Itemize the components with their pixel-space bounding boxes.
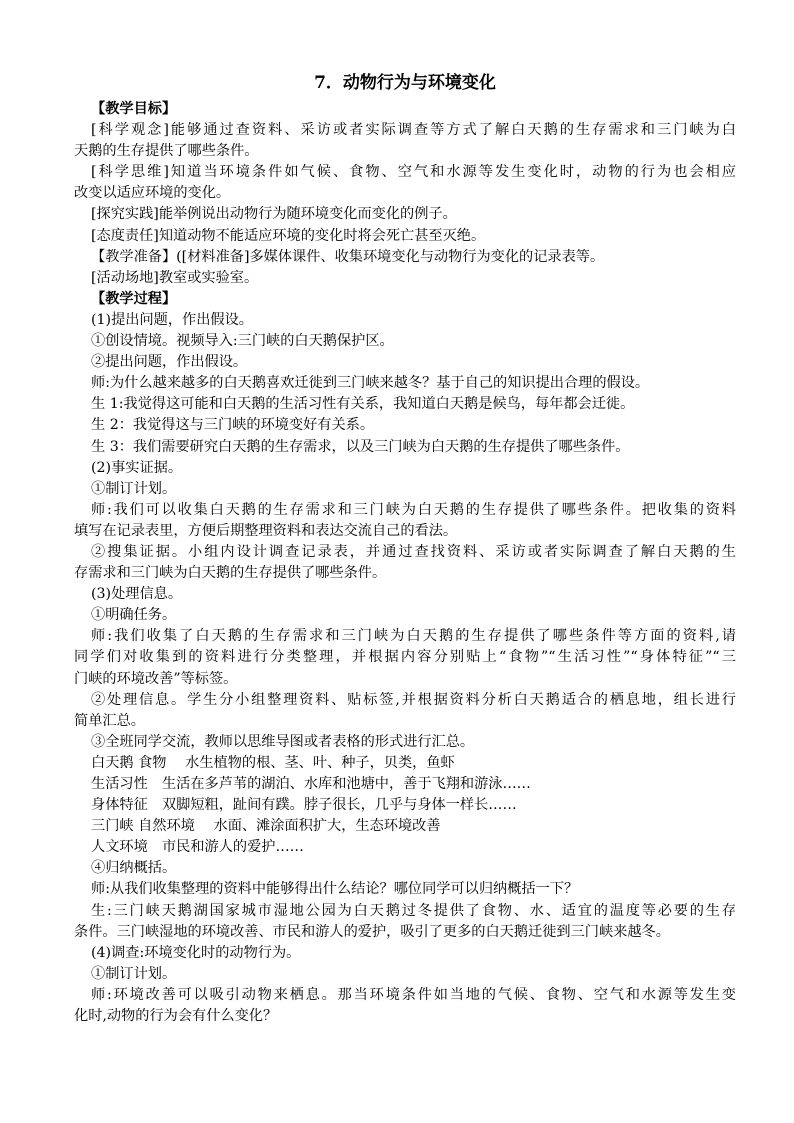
text-line: 【教学过程】 (91, 290, 177, 307)
text-line: 师:我们可以收集白天鹅的生存需求和三门峡为白天鹅的生存提供了哪些条件。把收集的资料 (91, 501, 736, 518)
text-line: ①明确任务。 (91, 607, 177, 624)
document-page (74, 72, 736, 1027)
document-title: 7．动物行为与环境变化 (314, 73, 496, 93)
text-line: 生活习性 生活在多芦苇的湖泊、水库和池塘中，善于飞翔和游泳…… (91, 776, 531, 792)
text-line: 师:环境改善可以吸引动物来栖息。那当环境条件如当地的气候、食物、空气和水源等发生变 (91, 986, 736, 1003)
text-line: 身体特征 双脚短粗，趾间有蹼。脖子很长，几乎与身体一样长…… (91, 797, 517, 814)
text-line: 师:我们收集了白天鹅的生存需求和三门峡为白天鹅的生存提供了哪些条件等方面的资料,请 (91, 628, 736, 645)
text-line: ①制订计划。 (91, 480, 177, 497)
text-line: ③全班同学交流，教师以思维导图或者表格的形式进行汇总。 (91, 733, 475, 750)
text-line: 存需求和三门峡为白天鹅的生存提供了哪些条件。 (74, 565, 387, 582)
text-line: ②提出问题，作出假设。 (91, 354, 248, 371)
text-line: [探究实践]能举例说出动物行为随环境变化而变化的例子。 (91, 206, 457, 223)
text-line: 白天鹅 食物 水生植物的根、茎、叶、种子，贝类，鱼虾 (91, 754, 455, 771)
text-line: 人文环境 市民和游人的爱护…… (91, 839, 304, 856)
text-line: 门峡的环境改善”等标签。 (74, 670, 238, 687)
text-line: 同学们对收集到的资料进行分类整理，并根据内容分别贴上“食物”“生活习性”“身体特征”“三 (74, 649, 736, 666)
text-line: 三门峡 自然环境 水面、滩涂面积扩大，生态环境改善 (91, 818, 441, 835)
text-line: [科学思维]知道当环境条件如气候、食物、空气和水源等发生变化时，动物的行为也会相应 (91, 164, 736, 181)
text-line: [活动场地]教室或实验室。 (91, 269, 259, 286)
text-line: 生 3：我们需要研究白天鹅的生存需求，以及三门峡为白天鹅的生存提供了哪些条件。 (91, 438, 630, 455)
text-line: ④归纳概括。 (91, 860, 177, 877)
text-line: (2)事实证据。 (91, 459, 183, 476)
text-line: (1)提出问题，作出假设。 (91, 311, 253, 328)
text-line: 生:三门峡天鹅湖国家城市湿地公园为白天鹅过冬提供了食物、水、适宜的温度等必要的生存 (91, 902, 736, 919)
text-line: 简单汇总。 (74, 712, 145, 729)
text-line: 师:为什么越来越多的白天鹅喜欢迁徙到三门峡来越冬？基于自己的知识提出合理的假设。 (91, 375, 650, 392)
text-line: 化时,动物的行为会有什么变化？ (74, 1008, 278, 1025)
text-line: 生 1:我觉得这可能和白天鹅的生活习性有关系，我知道白天鹅是候鸟，每年都会迁徙。 (91, 396, 635, 413)
text-line: (3)处理信息。 (91, 586, 183, 603)
text-line: (4)调查:环境变化时的动物行为。 (91, 944, 301, 961)
text-line: ①制订计划。 (91, 965, 177, 982)
text-line: 天鹅的生存提供了哪些条件。 (74, 143, 259, 160)
text-line: 条件。三门峡湿地的环境改善、市民和游人的爱护，吸引了更多的白天鹅迁徙到三门峡来越冬。 (74, 923, 670, 940)
text-line: ②处理信息。学生分小组整理资料、贴标签,并根据资料分析白天鹅适合的栖息地，组长进行 (91, 691, 736, 708)
text-line: ①创设情境。视频导入:三门峡的白天鹅保护区。 (91, 333, 394, 350)
text-line: 生 2：我觉得这与三门峡的环境变好有关系。 (91, 417, 375, 434)
document-body (74, 99, 736, 1027)
text-line: 填写在记录表里，方便后期整理资料和表达交流自己的看法。 (74, 522, 458, 539)
text-line: 改变以适应环境的变化。 (74, 185, 231, 202)
text-line: [科学观念]能够通过查资料、采访或者实际调查等方式了解白天鹅的生存需求和三门峡为白 (91, 122, 736, 139)
text-line: 【教学准备】([材料准备]多媒体课件、收集环境变化与动物行为变化的记录表等。 (91, 248, 605, 265)
text-line: 【教学目标】 (91, 101, 177, 117)
text-line: ②搜集证据。小组内设计调查记录表，并通过查找资料、采访或者实际调查了解白天鹅的生 (91, 543, 736, 560)
text-line: [态度责任]知道动物不能适应环境的变化时将会死亡甚至灭绝。 (91, 227, 486, 244)
text-line: 师:从我们收集整理的资料中能够得出什么结论？哪位同学可以归纳概括一下？ (91, 881, 579, 898)
